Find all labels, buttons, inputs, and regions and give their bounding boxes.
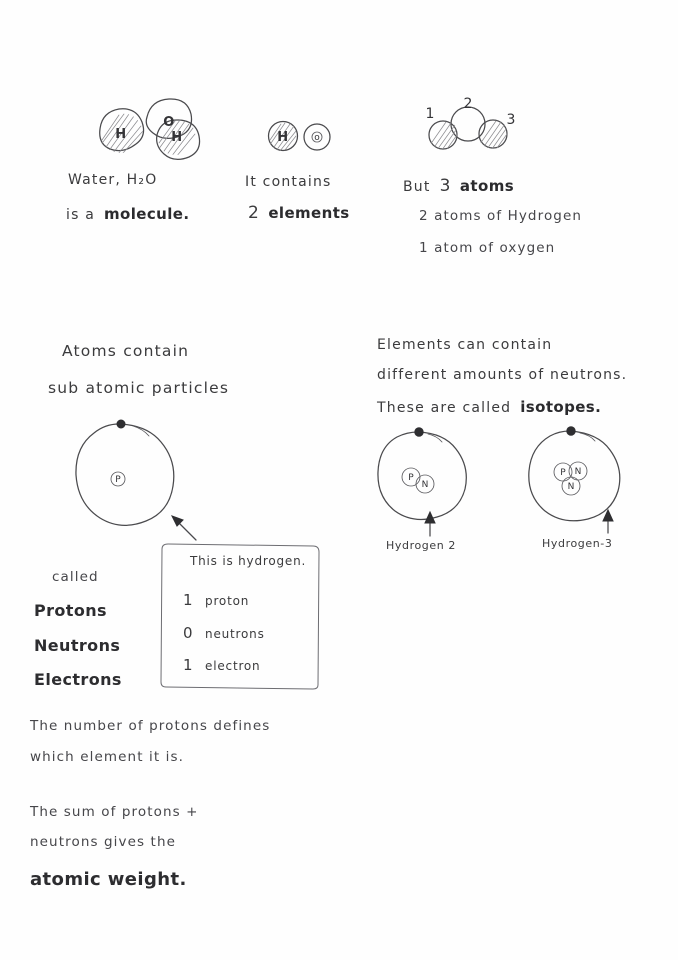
hydrogen-3-proton-letter: P xyxy=(560,468,566,478)
element-oxygen-inner-ring xyxy=(312,132,322,142)
hydrogen-electron-count: 1 xyxy=(183,656,194,674)
isotopes-line2: different amounts of neutrons. xyxy=(377,367,628,383)
atoms-caption-prefix: But xyxy=(403,179,431,195)
water-label-H-left: H xyxy=(115,127,127,142)
atom-number-1: 1 xyxy=(425,106,435,122)
hydrogen-2-electron-dot xyxy=(415,428,423,436)
hydrogen-3-neutron-letter-2: N xyxy=(567,482,575,492)
water-caption-emphasis: molecule. xyxy=(104,205,190,223)
hydrogen-2-caption-arrow xyxy=(425,512,435,536)
water-label-H-right: H xyxy=(171,130,183,145)
hydrogen-box-row-electron xyxy=(183,656,260,674)
hydrogen-neutron-count: 0 xyxy=(183,624,194,642)
hydrogen-3-orbit-overlap xyxy=(580,433,595,441)
conclusion-emphasis-atomic-weight: atomic weight. xyxy=(30,869,187,890)
three-atoms-diagram xyxy=(426,96,516,150)
hydrogen-electron-orbit xyxy=(76,424,174,525)
atom-3-hydrogen-circle xyxy=(479,120,507,148)
element-oxygen-circle xyxy=(304,124,330,150)
water-caption-line1: Water, H₂O xyxy=(68,172,158,188)
hydrogen-3-neutron-circle-1 xyxy=(569,462,587,480)
hydrogen-atom-right-circle xyxy=(157,120,200,159)
hydrogen-atom-left-shading xyxy=(100,114,143,154)
atom-number-2: 2 xyxy=(463,96,473,112)
atom-2-oxygen-circle xyxy=(451,107,485,141)
elements-caption-line1: It contains xyxy=(245,174,332,190)
hydrogen-3-neutron-letter-1: N xyxy=(574,467,582,477)
elements-count: 2 xyxy=(248,203,260,223)
atoms-caption-line3: 1 atom of oxygen xyxy=(419,240,556,256)
isotopes-line3 xyxy=(377,398,601,416)
particles-called-label: called xyxy=(52,569,99,585)
conclusion-p2-line2: neutrons gives the xyxy=(30,834,176,850)
hydrogen-box-row-proton xyxy=(183,591,249,609)
atom-number-3: 3 xyxy=(506,112,516,128)
hydrogen-atom-left-circle xyxy=(100,109,144,151)
proton-letter: P xyxy=(115,475,121,485)
hydrogen-box-title: This is hydrogen. xyxy=(190,554,307,568)
isotopes-line3-prefix: These are called xyxy=(377,400,512,416)
hydrogen-3-proton-circle xyxy=(554,463,572,481)
elements-emphasis: elements xyxy=(268,204,350,222)
atoms-caption-line1 xyxy=(403,176,514,196)
hydrogen-2-caption: Hydrogen 2 xyxy=(386,539,456,552)
conclusion-p1-line1: The number of protons defines xyxy=(30,718,271,734)
atom-1-shading xyxy=(430,122,457,150)
hydrogen-2-neutron-letter: N xyxy=(421,480,429,490)
subatomic-heading-line2: sub atomic particles xyxy=(48,379,230,397)
hydrogen-2-neutron-circle xyxy=(416,475,434,493)
hydrogen-3-electron-dot xyxy=(567,427,575,435)
hydrogen-proton-label: proton xyxy=(205,594,250,608)
isotopes-line1: Elements can contain xyxy=(377,337,553,353)
hydrogen-3-orbit xyxy=(529,431,620,521)
two-elements-diagram xyxy=(269,122,331,152)
hydrogen-3-diagram xyxy=(529,427,620,533)
hydrogen-3-caption-arrow xyxy=(603,510,613,533)
hydrogen-2-proton-circle xyxy=(402,468,420,486)
electron-dot xyxy=(117,420,125,428)
particle-protons: Protons xyxy=(34,601,107,620)
particle-neutrons: Neutrons xyxy=(34,636,121,655)
atom-1-hydrogen-circle xyxy=(429,121,457,149)
pointer-arrow-to-atom xyxy=(172,516,196,540)
water-label-O: O xyxy=(163,115,175,130)
hydrogen-proton-count: 1 xyxy=(183,591,194,609)
element-hydrogen-circle xyxy=(269,122,298,151)
isotopes-emphasis: isotopes. xyxy=(520,398,602,416)
water-caption-prefix: is a xyxy=(66,207,96,223)
hydrogen-box-row-neutron xyxy=(183,624,265,642)
water-molecule-diagram xyxy=(100,99,200,159)
conclusion-p2-line1: The sum of protons + xyxy=(30,804,199,820)
element-label-O: o xyxy=(314,133,320,143)
hydrogen-2-proton-letter: P xyxy=(408,473,414,483)
hydrogen-atom-right-shading xyxy=(158,120,195,157)
hydrogen-atom-diagram xyxy=(76,420,196,540)
hydrogen-neutron-label: neutrons xyxy=(205,627,265,641)
hydrogen-2-orbit xyxy=(378,432,466,519)
hydrogen-2-diagram xyxy=(378,428,466,536)
oxygen-atom-circle xyxy=(146,99,191,138)
particle-electrons: Electrons xyxy=(34,670,122,689)
elements-caption-line2 xyxy=(248,203,350,223)
conclusion-p1-line2: which element it is. xyxy=(30,749,184,765)
atom-3-shading xyxy=(480,121,507,149)
atoms-count: 3 xyxy=(439,176,451,196)
element-hydrogen-shading xyxy=(269,123,296,151)
hydrogen-3-caption: Hydrogen-3 xyxy=(542,537,613,550)
orbit-overlap-stroke xyxy=(133,426,149,436)
proton-circle xyxy=(111,472,125,486)
hydrogen-3-neutron-circle-2 xyxy=(562,477,580,495)
hydrogen-2-orbit-overlap xyxy=(428,434,442,442)
hydrogen-electron-label: electron xyxy=(205,659,261,673)
atoms-caption-line2: 2 atoms of Hydrogen xyxy=(419,208,583,224)
element-label-H: H xyxy=(277,130,289,145)
water-caption-line2 xyxy=(66,205,189,223)
subatomic-heading-line1: Atoms contain xyxy=(62,342,190,360)
atoms-emphasis: atoms xyxy=(459,177,515,195)
